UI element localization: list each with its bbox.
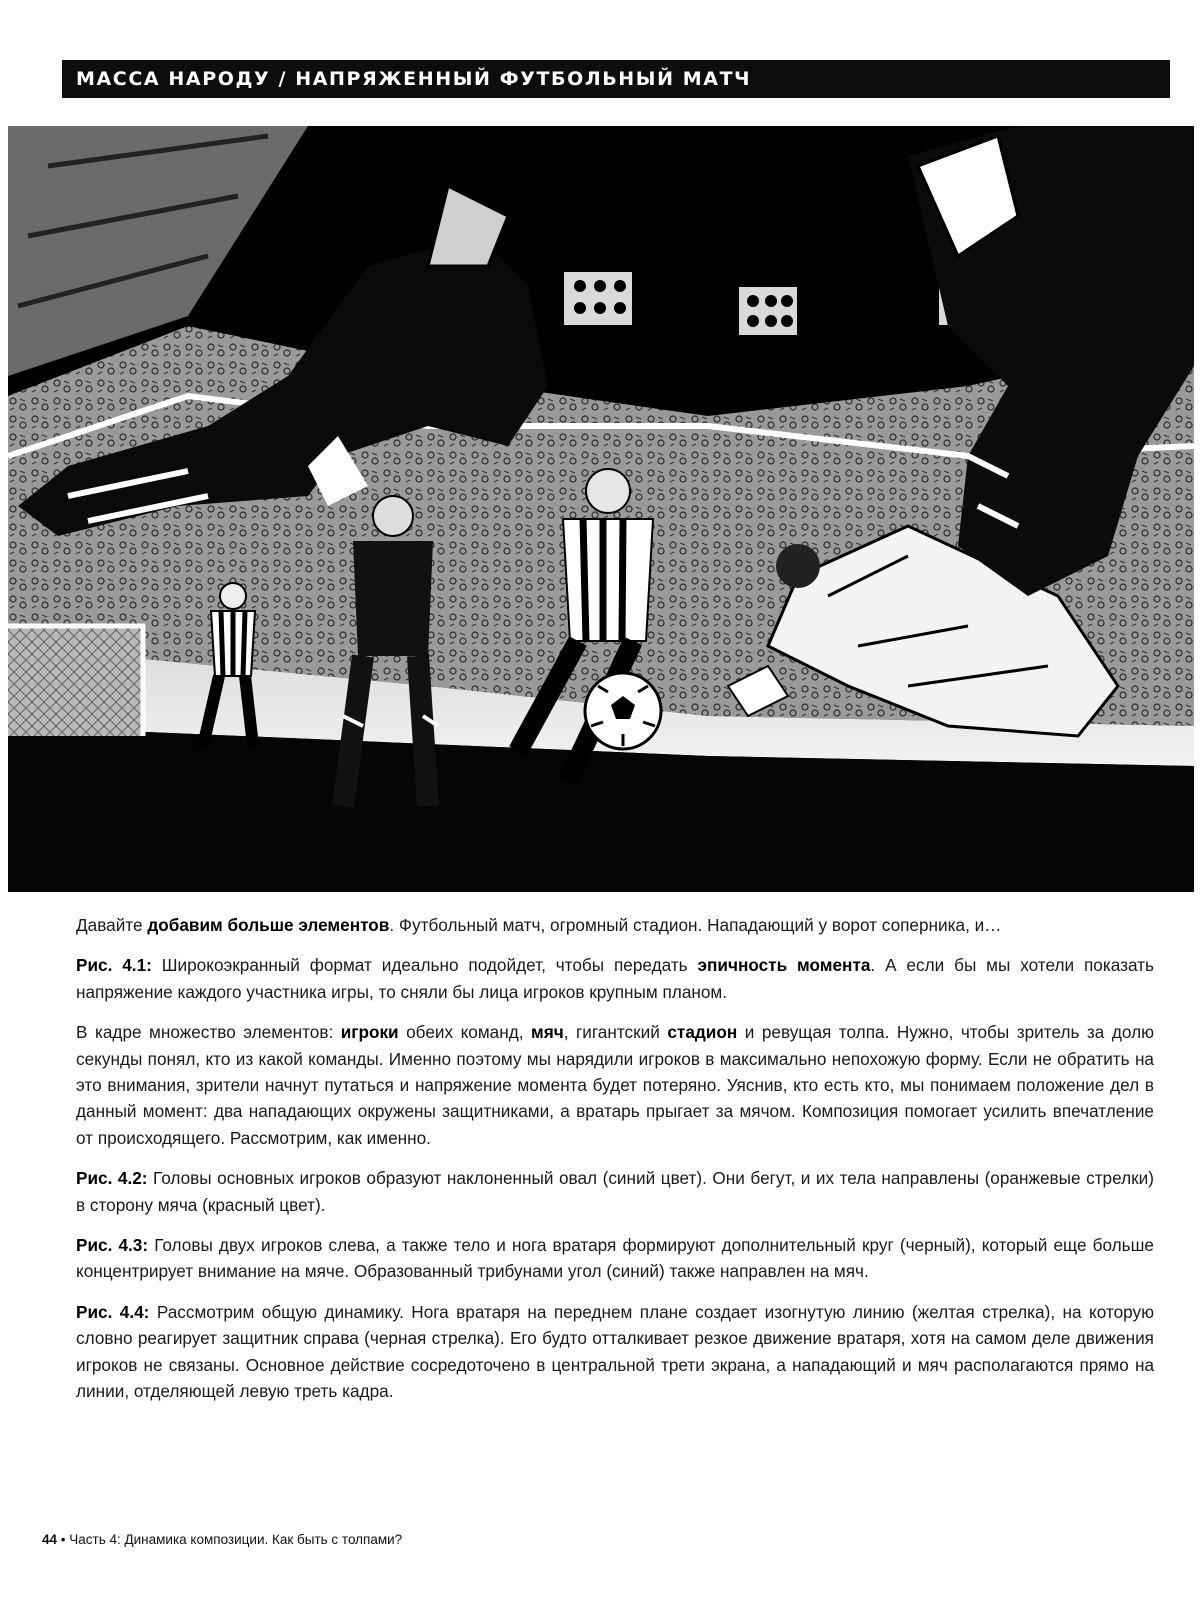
bold-text: Рис. 4.3:	[76, 1235, 149, 1256]
page-number: 44	[42, 1532, 58, 1547]
bold-text: добавим больше элементов	[147, 915, 390, 935]
paragraph-fig-4-4	[76, 1299, 1154, 1405]
text-run: , гигантский	[563, 1022, 668, 1043]
ball-graphic	[585, 673, 661, 749]
football-match-drawing	[8, 126, 1194, 892]
paragraph-fig-4-3	[76, 1232, 1154, 1285]
paragraph-fig-4-1	[76, 952, 1154, 1005]
header-bar	[62, 60, 1170, 98]
bold-text: игроки	[340, 1022, 399, 1043]
bold-text: Рис. 4.2:	[76, 1168, 148, 1189]
text-run: и ревущая толпа. Нужно, чтобы зритель за долю секунды понял, кто из какой команды. Именно поэтому мы нарядили игроков в максимально непохожую форму. Если не обратить на это внимания, зрители начнут путаться и напряжение момента будет потеряно. Уяснив, кто есть кто, мы понимаем положение дел в данный момент: два нападающих окружены защитниками, а вратарь прыгает за мячом. Композиция помогает усилить впечатление от происходящего. Рассмотрим, как именно.	[76, 1022, 1154, 1148]
paragraph-fig-4-2	[76, 1165, 1154, 1218]
text-run: Головы основных игроков образуют наклоненный овал (синий цвет). Они бегут, и их тела направлены (оранжевые стрелки) в сторону мяча (красный цвет).	[76, 1168, 1154, 1215]
paragraph	[76, 1019, 1154, 1151]
text-run: Рассмотрим общую динамику. Нога вратаря на переднем плане создает изогнутую линию (желтая стрелка), на которую словно реагирует защитник справа (черная стрелка). Его будто отталкивает резкое движение вратаря, хотя на самом деле движения игроков не связаны. Основное действие сосредоточено в центральной трети экрана, а нападающий и мяч располагаются прямо на линии, отделяющей левую треть кадра.	[76, 1301, 1154, 1402]
text-run: Давайте	[76, 915, 148, 935]
text-run: обеих команд,	[398, 1022, 532, 1043]
page-footer	[42, 1532, 402, 1547]
text-run: Головы двух игроков слева, а также тело и нога вратаря формируют дополнительный круг (черный), который еще больше концентрирует внимание на мяче. Образованный трибунами угол (синий) также направлен на мяч.	[76, 1235, 1154, 1282]
comic-illustration	[8, 126, 1194, 892]
body-text	[76, 912, 1154, 1419]
paragraph	[76, 912, 1154, 938]
footer-chapter-text: • Часть 4: Динамика композиции. Как быть с толпами?	[57, 1532, 403, 1547]
bold-text: Рис. 4.4:	[76, 1301, 150, 1322]
bold-text: эпичность момента	[697, 955, 871, 976]
bold-text: мяч	[531, 1022, 564, 1043]
bold-text: стадион	[667, 1022, 738, 1043]
text-run: В кадре множество элементов:	[76, 1022, 341, 1043]
bold-text: Рис. 4.1:	[76, 955, 152, 976]
section-title: МАССА НАРОДУ / НАПРЯЖЕННЫЙ ФУТБОЛЬНЫЙ МАТЧ	[76, 68, 752, 90]
text-run: Широкоэкранный формат идеально подойдет, чтобы передать	[151, 955, 698, 976]
text-run: . Футбольный матч, огромный стадион. Нападающий у ворот соперника, и…	[389, 915, 1002, 935]
text-run: . А если бы мы хотели показать напряжение каждого участника игры, то сняли бы лица игроков крупным планом.	[76, 955, 1155, 1002]
